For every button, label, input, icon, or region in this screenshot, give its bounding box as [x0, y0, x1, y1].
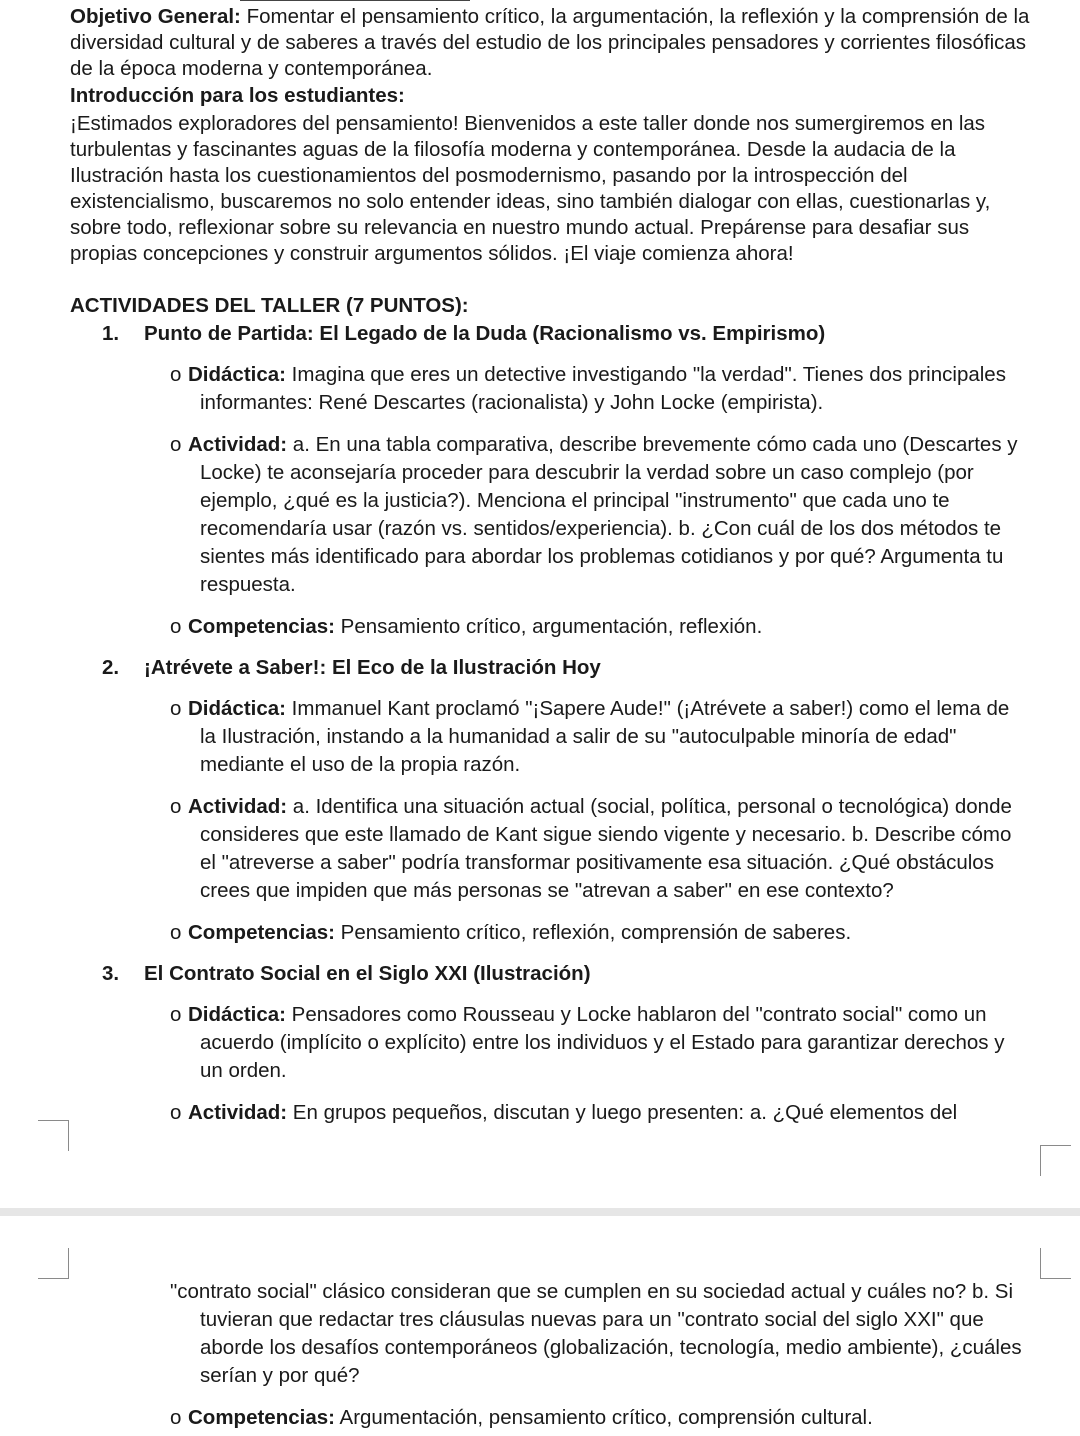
activity-2-title [102, 655, 1080, 681]
actividad-text: a. Identifica una situación actual (social, política, personal o tecnológica) donde consideres que este llamado de Kant sigue siendo vigente y necesario. b. Describe cómo el "atreverse a saber" podría transformar positivamente esa situación. ¿Qué obstáculos crees que impiden que más personas se "atrevan a saber" en ese contexto? [200, 795, 1012, 902]
activity-number: 1. [102, 322, 120, 345]
activity-number: 2. [102, 656, 120, 679]
competencias-text: Argumentación, pensamiento crítico, comprensión cultural. [334, 1406, 873, 1429]
objetivo-general [70, 4, 1030, 82]
competencias-text: Pensamiento crítico, argumentación, reflexión. [334, 615, 763, 638]
bullet-mark: o [170, 921, 182, 944]
activity-3-title [102, 961, 1080, 987]
activity-title-text: Punto de Partida: El Legado de la Duda (Racionalismo vs. Empirismo) [144, 322, 826, 345]
actividad-label: Actividad: [188, 1101, 288, 1124]
activity-3-competencias [170, 1404, 1025, 1432]
activity-number: 3. [102, 962, 120, 985]
didactica-text: Immanuel Kant proclamó "¡Sapere Aude!" (¡Atrévete a saber!) como el lema de la Ilustración, instando a la humanidad a salir de su "autoculpable minoría de edad" mediante el uso de la propia razón. [200, 697, 1010, 776]
actividad-label: Actividad: [188, 433, 288, 456]
objetivo-label: Objetivo General: [70, 5, 241, 28]
document-page-2 [0, 1216, 1080, 1436]
bullet-mark: o [170, 363, 182, 386]
introduccion-heading: Introducción para los estudiantes: [70, 84, 405, 107]
page-corner-mark [1040, 1145, 1071, 1176]
page-corner-mark [1040, 1248, 1071, 1279]
objetivo-text: Fomentar el pensamiento crítico, la argumentación, la reflexión y la comprensión de la diversidad cultural y de saberes a través del estudio de los principales pensadores y corrientes filosóficas de la época moderna y contemporánea. [70, 5, 1030, 80]
didactica-text: Pensadores como Rousseau y Locke hablaron del "contrato social" como un acuerdo (implícito o explícito) entre los individuos y el Estado para garantizar derechos y un orden. [200, 1003, 1005, 1082]
bullet-mark: o [170, 1101, 182, 1124]
didactica-text: Imagina que eres un detective investigando "la verdad". Tienes dos principales informantes: René Descartes (racionalista) y John Locke (empirista). [200, 363, 1006, 414]
activity-3-didactica [170, 1001, 1025, 1085]
bullet-mark: o [170, 795, 182, 818]
actividad-text: a. En una tabla comparativa, describe brevemente cómo cada uno (Descartes y Locke) te aconsejaría proceder para descubrir la verdad sobre un caso complejo (por ejemplo, ¿qué es la justicia?). Menciona el principal "instrumento" que cada uno te recomendaría usar (razón vs. sentidos/experiencia). b. ¿Con cuál de los dos métodos te sientes más identificado para abordar los problemas cotidianos y por qué? Argumenta tu respuesta. [200, 433, 1018, 596]
competencias-text: Pensamiento crítico, reflexión, comprensión de saberes. [334, 921, 852, 944]
page-2-content [0, 1278, 1080, 1432]
actividad-text-continued: "contrato social" clásico consideran que se cumplen en su sociedad actual y cuáles no? b. Si tuvieran que redactar tres cláusulas nuevas para un "contrato social del siglo XXI" que aborde los desafíos contemporáneos (globalización, tecnología, medio ambiente), ¿cuáles serían y por qué? [170, 1280, 1022, 1387]
actividades-heading: ACTIVIDADES DEL TALLER (7 PUNTOS): [70, 294, 469, 317]
didactica-label: Didáctica: [188, 697, 286, 720]
bullet-mark: o [170, 697, 182, 720]
competencias-label: Competencias: [188, 1406, 335, 1429]
activity-3-actividad-continued [170, 1278, 1025, 1390]
bullet-mark: o [170, 1406, 182, 1429]
activity-title-text: El Contrato Social en el Siglo XXI (Ilustración) [144, 962, 591, 985]
introduccion-text: ¡Estimados exploradores del pensamiento! Bienvenidos a este taller donde nos sumergiremos en las turbulentas y fascinantes aguas de la filosofía moderna y contemporánea. Desde la audacia de la Ilustración hasta los cuestionamientos del posmodernismo, pasando por la introspección del existencialismo, buscaremos no solo entender ideas, sino también dialogar con ellas, cuestionarlas y, sobre todo, reflexionar sobre su relevancia en nuestro mundo actual. Prepárense para desafiar sus propias concepciones y construir argumentos sólidos. ¡El viaje comienza ahora! [70, 112, 991, 265]
activity-3-actividad [170, 1099, 1025, 1127]
activity-2-actividad [170, 793, 1025, 905]
activity-1-didactica [170, 361, 1025, 417]
activity-2-competencias [170, 919, 1025, 947]
didactica-label: Didáctica: [188, 363, 286, 386]
competencias-label: Competencias: [188, 921, 335, 944]
activity-title-text: ¡Atrévete a Saber!: El Eco de la Ilustración Hoy [144, 656, 601, 679]
competencias-label: Competencias: [188, 615, 335, 638]
activity-2-didactica [170, 695, 1025, 779]
bullet-mark: o [170, 615, 182, 638]
actividad-text: En grupos pequeños, discutan y luego presenten: a. ¿Qué elementos del [287, 1101, 958, 1124]
bullet-mark: o [170, 1003, 182, 1026]
activity-1-competencias [170, 613, 1025, 641]
bullet-mark: o [170, 433, 182, 456]
activity-1-title [102, 321, 1080, 347]
activity-1-actividad [170, 431, 1025, 599]
page-corner-mark [38, 1248, 69, 1279]
actividad-label: Actividad: [188, 795, 288, 818]
didactica-label: Didáctica: [188, 1003, 286, 1026]
page-break [0, 1208, 1080, 1216]
